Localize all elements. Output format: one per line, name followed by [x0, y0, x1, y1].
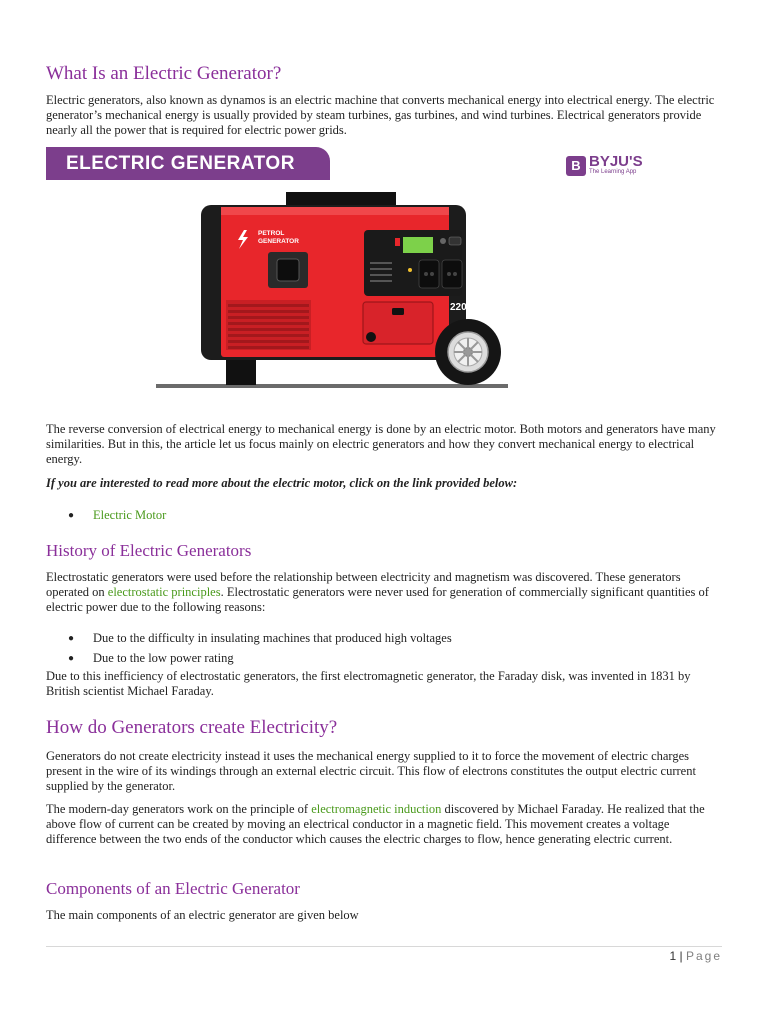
heading-how-generators-work: How do Generators create Electricity? — [46, 717, 338, 738]
left-socket — [277, 259, 299, 281]
footer-separator: | — [679, 949, 683, 963]
history-paragraph: Electrostatic generators were used before the relationship between electricity and magnetism was discovered. These generators operated on electrostatic principles. Electrostatic generators were never used for generation of commercially significant quantities of electric power due to the following reasons: — [46, 570, 709, 614]
ground-line — [156, 384, 508, 388]
panel-knob — [440, 238, 446, 244]
fuel-cap — [392, 308, 404, 315]
how-paragraph-1: Generators do not create electricity instead it uses the mechanical energy supplied to it to force the movement of electric charges present in the wire of its windings through an external electric circuit. This flow of electrons constitutes the output electric current supplied by the generator. — [46, 749, 696, 793]
heading-history: History of Electric Generators — [46, 541, 252, 560]
outlet-left — [419, 260, 439, 288]
byjus-logo — [566, 153, 646, 180]
page-label: Page — [685, 949, 722, 963]
reason-text: Due to the low power rating — [93, 651, 234, 665]
page-number: 1 — [669, 949, 677, 963]
heading-components: Components of an Electric Generator — [46, 879, 300, 898]
outlet-right — [442, 260, 462, 288]
how-paragraph-2: The modern-day generators work on the principle of electromagnetic induction discovered by Michael Faraday. He realized that the above flow of current can be created by moving an electrical conductor in a magnetic field. This movement creates a voltage difference between the two ends of the conductor which causes the electric charges to flow, hence generating electric current. — [46, 802, 705, 846]
heading-what-is-generator: What Is an Electric Generator? — [46, 63, 282, 84]
reason-text: Due to the difficulty in insulating machines that produced high voltages — [93, 631, 452, 645]
electric-motor-link[interactable]: Electric Motor — [93, 508, 167, 522]
page-footer — [669, 949, 722, 963]
footer-divider — [46, 946, 722, 947]
pull-start-knob — [366, 332, 376, 342]
intro-paragraph: Electric generators, also known as dynamos is an electric machine that converts mechanical energy into electrical energy. The electric generator’s mechanical energy is usually provided by steam turbines, gas turbines, and wind turbines. Electrical generators provide nearly all the power that is required for electric power grids. — [46, 93, 715, 137]
byjus-logo-mark: B — [566, 156, 586, 176]
figure-banner-title: ELECTRIC GENERATOR — [66, 153, 295, 174]
panel-label-line1: PETROL — [258, 230, 285, 237]
reverse-conversion-paragraph: The reverse conversion of electrical energy to mechanical energy is done by an electric motor. Both motors and generators have many similarities. But in this, the article let us focus mainly on electric generators and how they convert mechanical energy to electrical energy. — [46, 422, 716, 466]
electrostatic-principles-link[interactable]: electrostatic principles — [107, 585, 221, 599]
byjus-logo-tagline: The Learning App — [589, 169, 637, 175]
voltage-label: 220V — [450, 302, 474, 313]
bullet-icon: ● — [68, 633, 75, 644]
faraday-paragraph: Due to this inefficiency of electrostatic generators, the first electromagnetic generator, the Faraday disk, was invented in 1831 by British scientist Michael Faraday. — [46, 669, 691, 698]
indicator-light — [408, 268, 412, 272]
generator-illustration — [156, 192, 516, 392]
byjus-logo-name: BYJU'S — [589, 153, 643, 170]
panel-switch — [395, 238, 400, 246]
panel-port — [449, 237, 461, 245]
bullet-icon: ● — [68, 653, 75, 664]
bullet-icon: ● — [68, 510, 75, 521]
digital-display — [403, 237, 433, 253]
electric-motor-prompt: If you are interested to read more about the electric motor, click on the link provided below: — [46, 476, 518, 490]
generator-handle — [286, 192, 396, 206]
vent-grille — [226, 300, 311, 350]
electromagnetic-induction-link[interactable]: electromagnetic induction — [311, 802, 442, 816]
panel-label-line2: GENERATOR — [258, 238, 299, 245]
figure-banner — [46, 147, 330, 180]
components-paragraph: The main components of an electric generator are given below — [46, 908, 359, 922]
